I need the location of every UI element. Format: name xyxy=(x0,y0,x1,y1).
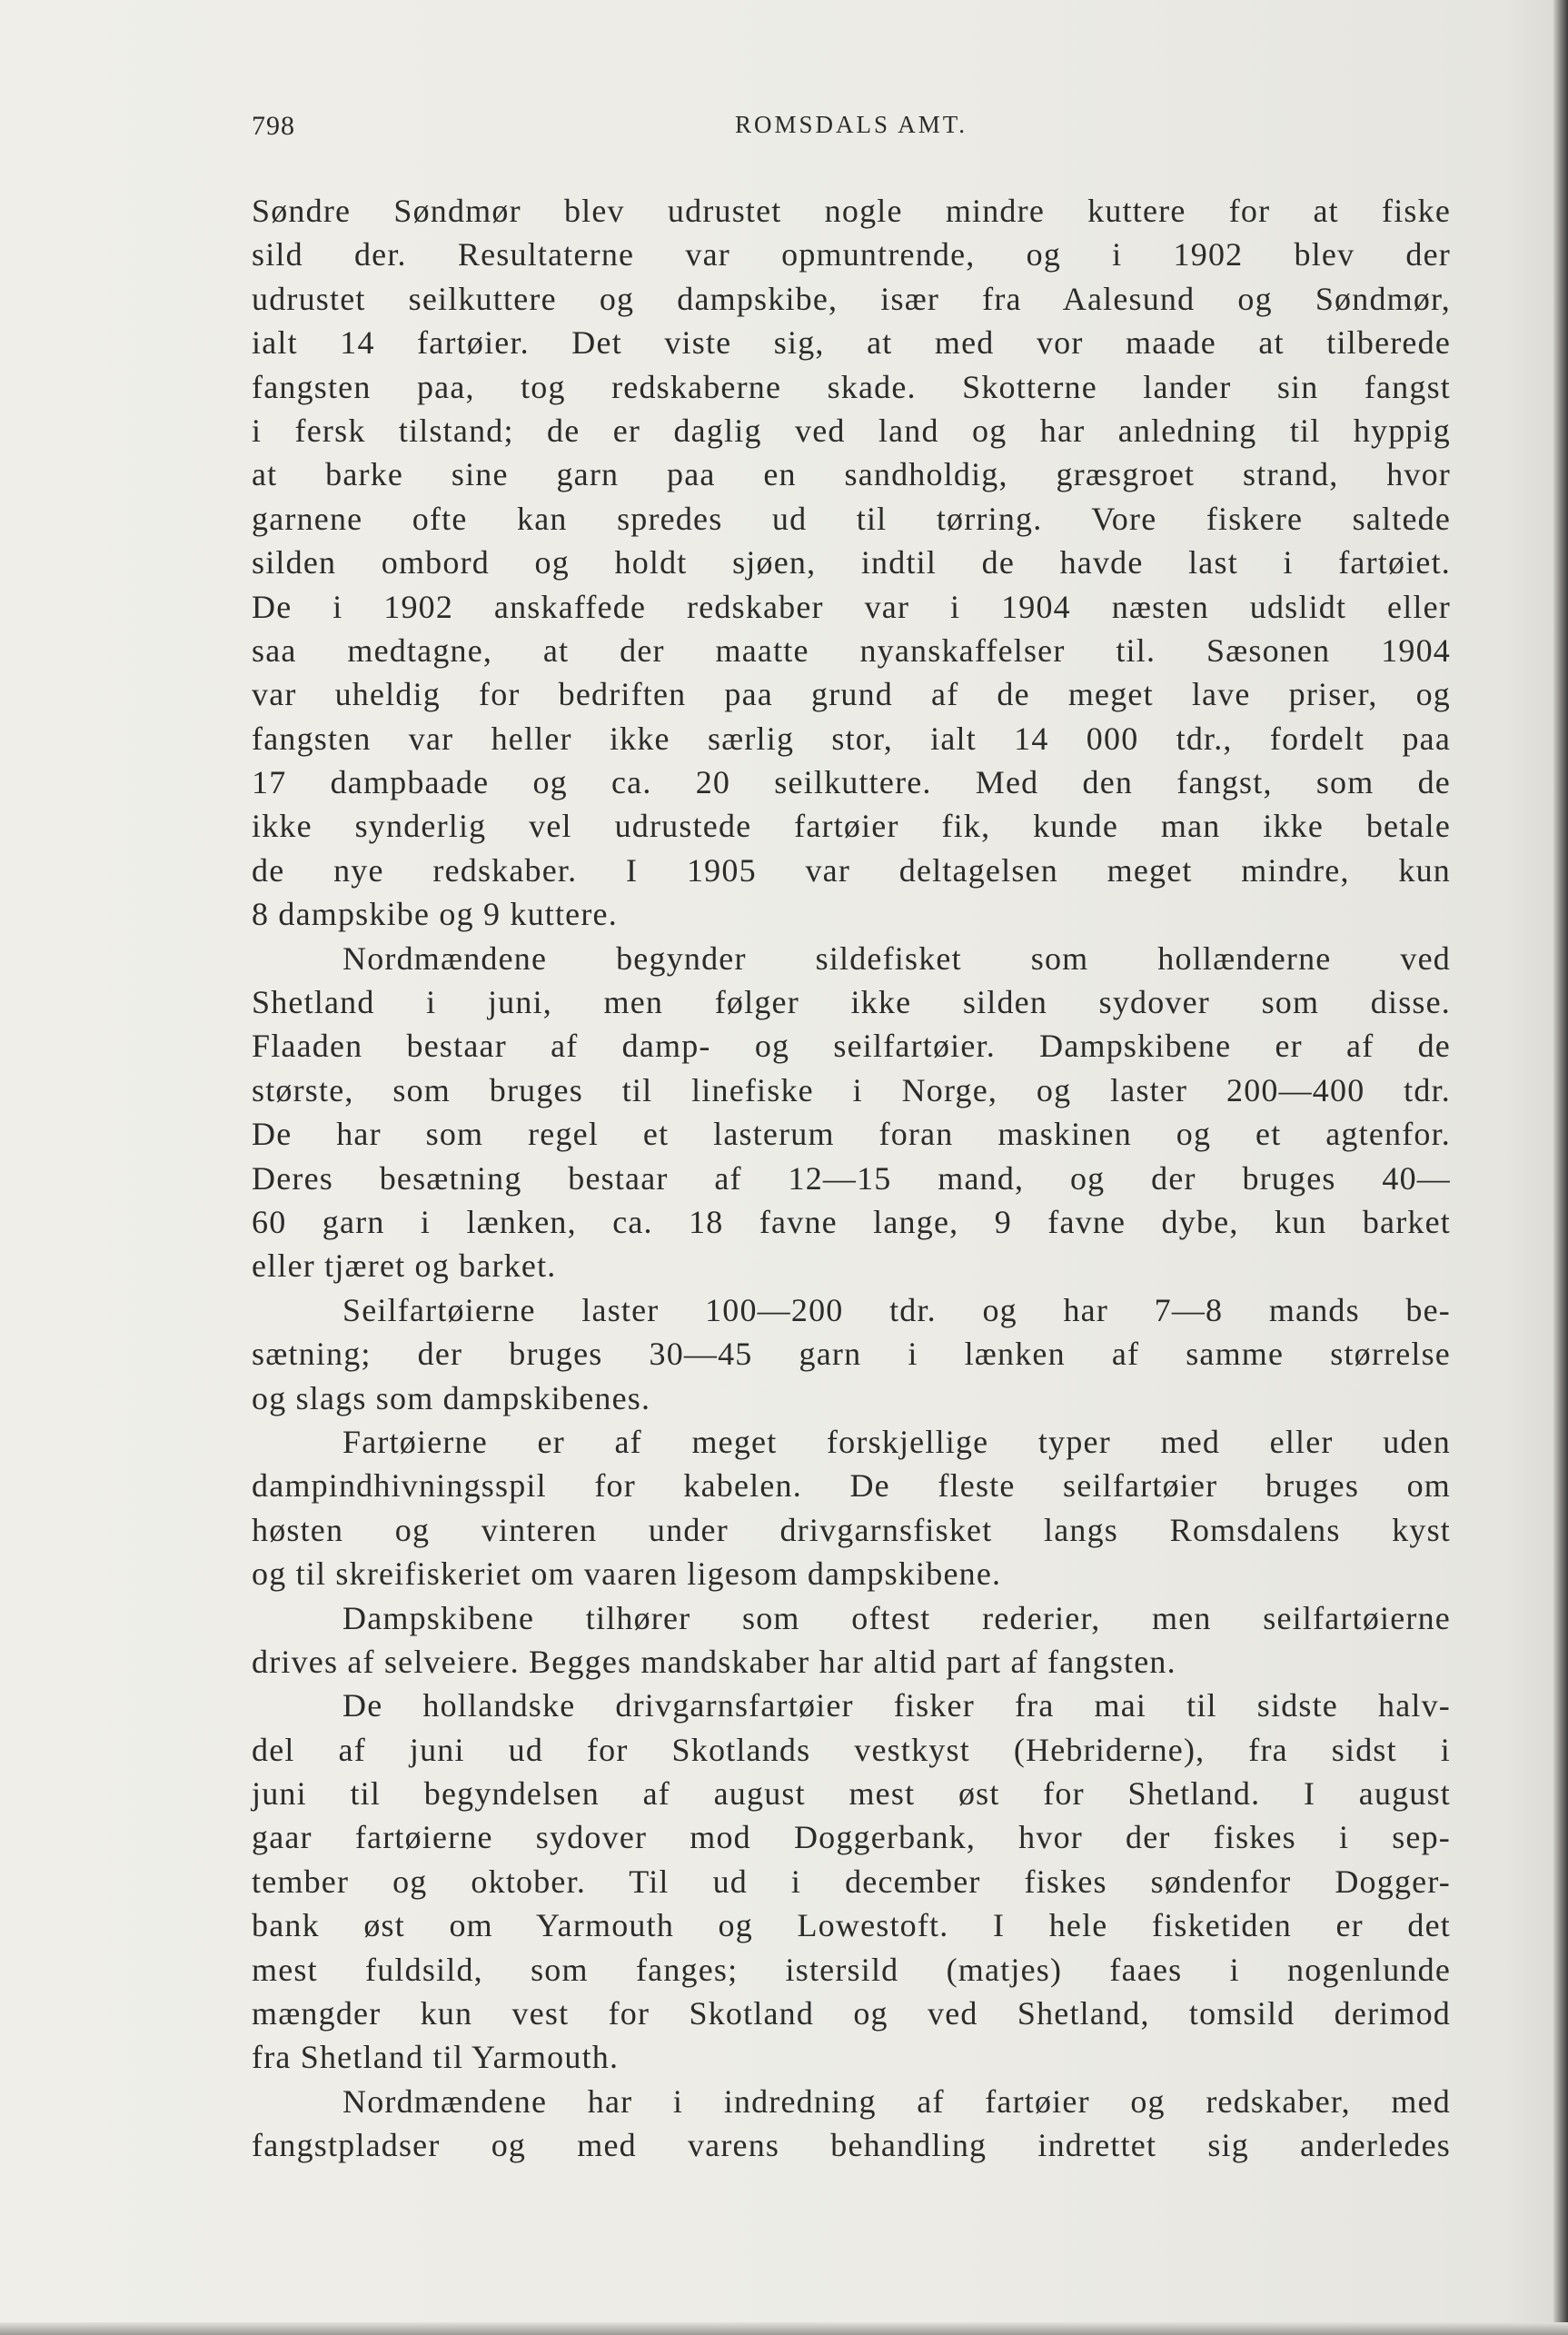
text-line: juni til begyndelsen af august mest øst for Shetland. I august xyxy=(252,1775,1451,1813)
text-line: ialt 14 fartøier. Det viste sig, at med vor maade at tilberede xyxy=(252,324,1451,362)
body-text xyxy=(252,189,1451,2168)
text-line: Seilfartøierne laster 100—200 tdr. og har 7—8 mands be- xyxy=(342,1291,1451,1328)
text-line: tember og oktober. Til ud i december fiskes søndenfor Dogger- xyxy=(252,1863,1451,1900)
text-line: Dampskibene tilhører som oftest rederier, men seilfartøierne xyxy=(342,1599,1451,1636)
text-line: i fersk tilstand; de er daglig ved land og har anledning til hyppig xyxy=(252,412,1451,449)
text-line: gaar fartøierne sydover mod Doggerbank, hvor der fiskes i sep- xyxy=(252,1819,1451,1856)
text-line: høsten og vinteren under drivgarnsfisket langs Romsdalens kyst xyxy=(252,1511,1451,1548)
text-line: og slags som dampskibenes. xyxy=(252,1379,651,1416)
text-line: fangsten var heller ikke særlig stor, ialt 14 000 tdr., fordelt paa xyxy=(252,720,1451,757)
text-line: og til skreifiskeriet om vaaren ligesom dampskibene. xyxy=(252,1555,1002,1593)
running-title: ROMSDALS AMT. xyxy=(734,111,968,138)
text-line: de nye redskaber. I 1905 var deltagelsen meget mindre, kun xyxy=(252,851,1451,889)
text-line: 60 garn i lænken, ca. 18 favne lange, 9 favne dybe, kun barket xyxy=(252,1203,1451,1240)
text-line: fangstpladser og med varens behandling indrettet sig anderledes xyxy=(252,2127,1451,2164)
text-line: mængder kun vest for Skotland og ved Shetland, tomsild derimod xyxy=(252,1995,1451,2032)
text-line: garnene ofte kan spredes ud til tørring. Vore fiskere saltede xyxy=(252,500,1451,537)
page-header xyxy=(252,111,1451,147)
text-line: bank øst om Yarmouth og Lowestoft. I hele fisketiden er det xyxy=(252,1907,1451,1944)
text-line: saa medtagne, at der maatte nyanskaffelser til. Sæsonen 1904 xyxy=(252,631,1451,669)
text-line: De i 1902 anskaffede redskaber var i 1904 næsten udslidt eller xyxy=(252,588,1451,625)
text-line: Nordmændene begynder sildefisket som hollænderne ved xyxy=(342,939,1451,977)
text-line: sild der. Resultaterne var opmuntrende, og i 1902 blev der xyxy=(252,236,1451,273)
text-line: sætning; der bruges 30—45 garn i lænken af samme størrelse xyxy=(252,1336,1451,1373)
text-line: del af juni ud for Skotlands vestkyst (Hebriderne), fra sidst i xyxy=(252,1731,1451,1768)
text-line: fangsten paa, tog redskaberne skade. Skotterne lander sin fangst xyxy=(252,368,1451,405)
text-line: Fartøierne er af meget forskjellige typer med eller uden xyxy=(342,1423,1451,1460)
text-line: var uheldig for bedriften paa grund af de meget lave priser, og xyxy=(252,676,1451,713)
text-line: fra Shetland til Yarmouth. xyxy=(252,2039,620,2076)
text-line: eller tjæret og barket. xyxy=(252,1247,557,1285)
text-line: 8 dampskibe og 9 kuttere. xyxy=(252,896,618,933)
text-line: Deres besætning bestaar af 12—15 mand, og der bruges 40— xyxy=(252,1159,1451,1197)
text-line: 17 dampbaade og ca. 20 seilkuttere. Med den fangst, som de xyxy=(252,764,1451,801)
text-line: De har som regel et lasterum foran maskinen og et agtenfor. xyxy=(252,1116,1451,1153)
text-line: Shetland i juni, men følger ikke silden sydover som disse. xyxy=(252,984,1451,1021)
page-edge-shadow xyxy=(1553,0,1568,2335)
text-line: Søndre Søndmør blev udrustet nogle mindre kuttere for at fiske xyxy=(252,193,1451,229)
text-line: De hollandske drivgarnsfartøier fisker fra mai til sidste halv- xyxy=(342,1687,1451,1724)
text-line: Nordmændene har i indredning af fartøier og redskaber, med xyxy=(342,2082,1451,2120)
text-line: dampindhivningsspil for kabelen. De fleste seilfartøier bruges om xyxy=(252,1467,1451,1505)
page-number: 798 xyxy=(252,111,295,141)
text-line: udrustet seilkuttere og dampskibe, især fra Aalesund og Søndmør, xyxy=(252,280,1451,317)
text-line: at barke sine garn paa en sandholdig, græsgroet strand, hvor xyxy=(252,456,1451,493)
text-line: mest fuldsild, som fanges; istersild (matjes) faaes i nogenlunde xyxy=(252,1951,1451,1988)
text-line: største, som bruges til linefiske i Norge, og laster 200—400 tdr. xyxy=(252,1071,1451,1108)
text-line: Flaaden bestaar af damp- og seilfartøier. Dampskibene er af de xyxy=(252,1028,1451,1065)
text-line: silden ombord og holdt sjøen, indtil de havde last i fartøiet. xyxy=(252,544,1451,581)
page-bottom-edge xyxy=(0,2322,1568,2335)
text-line: ikke synderlig vel udrustede fartøier fik, kunde man ikke betale xyxy=(252,808,1451,845)
text-line: drives af selveiere. Begges mandskaber har altid part af fangsten. xyxy=(252,1643,1176,1680)
